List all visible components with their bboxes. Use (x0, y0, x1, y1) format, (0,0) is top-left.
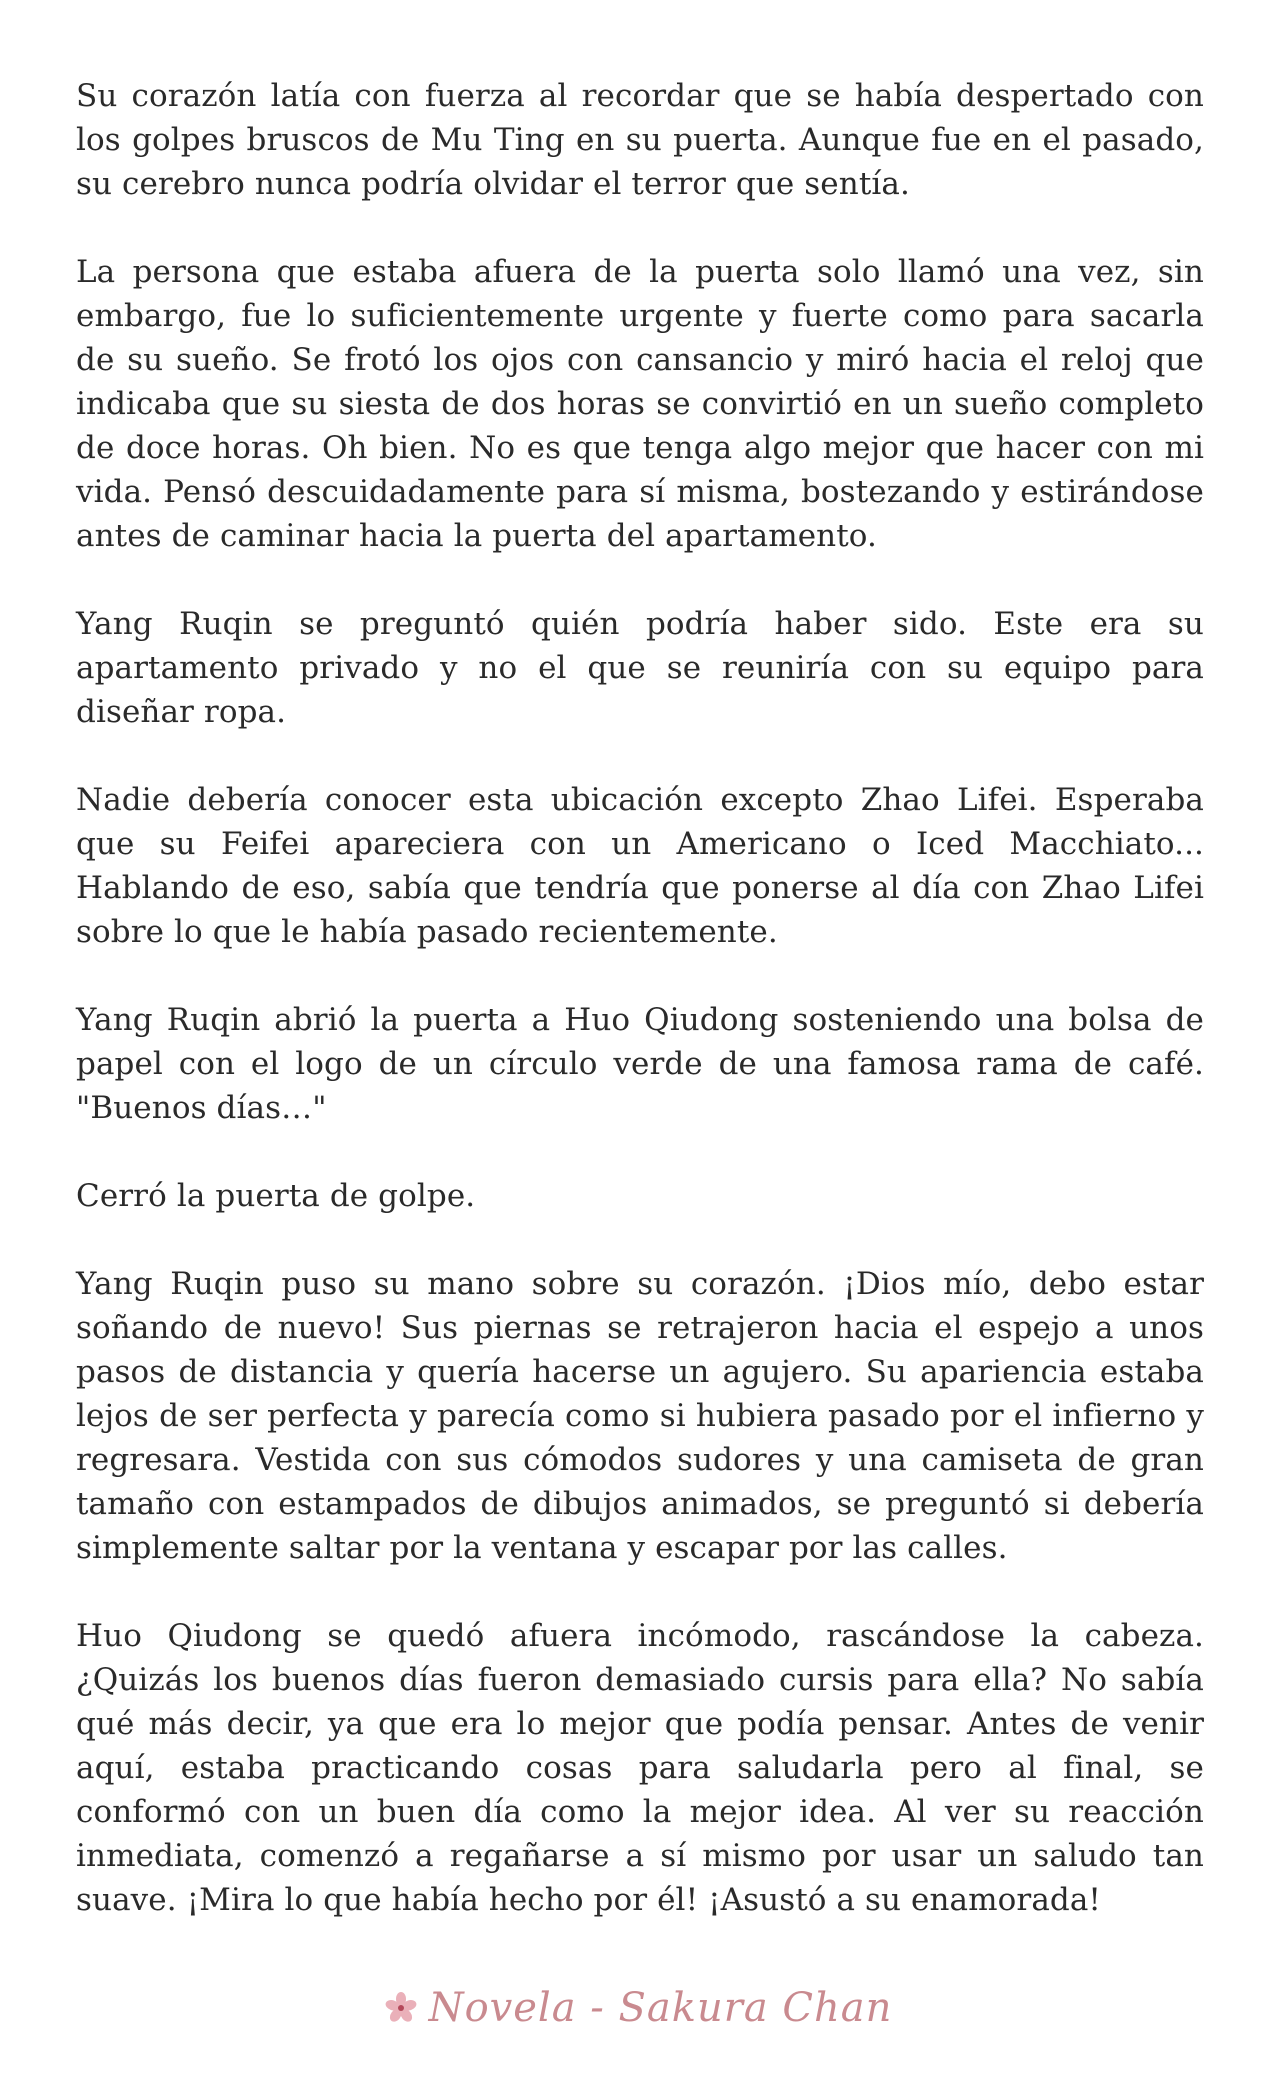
paragraph-3: Yang Ruqin se preguntó quién podría haber sido. Este era su apartamento privado y no el que se reuniría con su equipo para diseñar ropa. (76, 606, 1204, 730)
paragraph-4: Nadie debería conocer esta ubicación excepto Zhao Lifei. Esperaba que su Feifei apareciera con un Americano o Iced Macchiato... Hablando de eso, sabía que tendría que ponerse al día con Zhao Lifei sobre lo que le había pasado recientemente. (76, 782, 1204, 950)
watermark-text: Novela - Sakura Chan (428, 1985, 893, 2031)
paragraph-2: La persona que estaba afuera de la puerta solo llamó una vez, sin embargo, fue lo suficientemente urgente y fuerte como para sacarla de su sueño. Se frotó los ojos con cansancio y miró hacia el reloj que indicaba que su siesta de dos horas se convirtió en un sueño completo de doce horas. Oh bien. No es que tenga algo mejor que hacer con mi vida. Pensó descuidadamente para sí misma, bostezando y estirándose antes de caminar hacia la puerta del apartamento. (76, 254, 1204, 554)
sakura-flower-icon (383, 1990, 419, 2026)
paragraph-8: Huo Qiudong se quedó afuera incómodo, rascándose la cabeza. ¿Quizás los buenos días fueron demasiado cursis para ella? No sabía qué más decir, ya que era lo mejor que podía pensar. Antes de venir aquí, estaba practicando cosas para saludarla pero al final, se conformó con un buen día como la mejor idea. Al ver su reacción inmediata, comenzó a regañarse a sí mismo por usar un saludo tan suave. ¡Mira lo que había hecho por él! ¡Asustó a su enamorada! (76, 1618, 1204, 1918)
document-body (76, 74, 1204, 1922)
paragraph-5: Yang Ruqin abrió la puerta a Huo Qiudong sosteniendo una bolsa de papel con el logo de un círculo verde de una famosa rama de café. "Buenos días…" (76, 1002, 1204, 1126)
watermark (0, 1985, 1275, 2031)
paragraph-1: Su corazón latía con fuerza al recordar que se había despertado con los golpes bruscos de Mu Ting en su puerta. Aunque fue en el pasado, su cerebro nunca podría olvidar el terror que sentía. (76, 78, 1204, 202)
paragraph-6: Cerró la puerta de golpe. (76, 1178, 476, 1214)
paragraph-7: Yang Ruqin puso su mano sobre su corazón. ¡Dios mío, debo estar soñando de nuevo! Sus piernas se retrajeron hacia el espejo a unos pasos de distancia y quería hacerse un agujero. Su apariencia estaba lejos de ser perfecta y parecía como si hubiera pasado por el infierno y regresara. Vestida con sus cómodos sudores y una camiseta de gran tamaño con estampados de dibujos animados, se preguntó si debería simplemente saltar por la ventana y escapar por las calles. (76, 1266, 1204, 1566)
